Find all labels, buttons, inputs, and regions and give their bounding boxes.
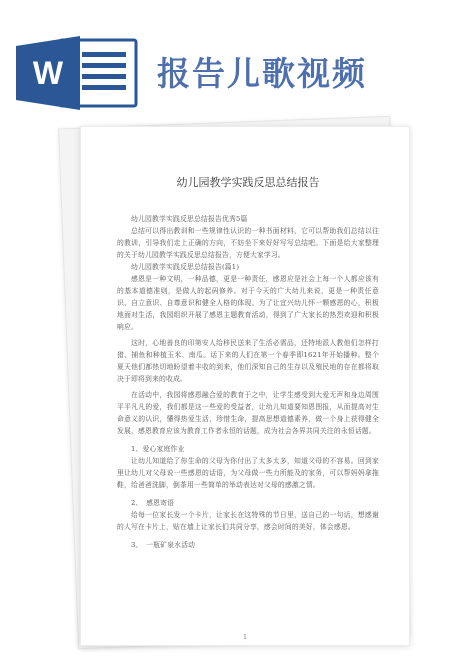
- paragraph-card: 给每一位家长发一个卡片，让家长在这特殊的节日里，送自己的一句话，想感谢的人写在卡片上，贴在墙上让家长们共同分享，感会时间的美好，体会感恩。: [117, 511, 379, 531]
- paragraph-intro-title: 幼儿园教学实践反思总结报告优秀5篇: [131, 215, 248, 223]
- paragraph-section-title: 幼儿园教学实践反思总结报告(篇1): [131, 263, 240, 271]
- paragraph-history: 这时，心地善良的印第安人给移民送来了生活必需品，还特地派人教他们怎样打猎、捕鱼和种植玉米、南瓜。话下来的人们在第一个春季即1621年开始播种。整个夏天他们都热切地盼望着丰收的到来，他们深知自己的生存以及殖民地的存在都将取决于即将到来的收成。: [117, 339, 379, 383]
- list-item-heading-1: 1、爱心家庭作业: [131, 445, 185, 453]
- page-heading: 报告儿歌视频: [157, 54, 367, 93]
- document-title: 幼儿园教学实践反思总结报告: [176, 176, 320, 189]
- document-page: [80, 126, 410, 646]
- list-item-heading-2: 2、 感恩寄语: [131, 499, 175, 507]
- list-item-heading-3: 3、 一瓶矿泉水活动: [131, 541, 196, 549]
- page-number: 1: [243, 634, 247, 641]
- paragraph-activity: 在活动中，我园将感恩融合爱的教育于之中，让学生感受到大爱无声和身边周围平平凡凡的爱，我们都是这一些爱的受益者，让幼儿知道要知恩图报，从而提高对生命意义的认识，懂得热爱生活，珍惜生命，提高思想道德素养，做一个身上获得健全发展，感恩教育应该为教育工作者永恒的话题，成为社会各界共同关注的永恒话题。: [117, 391, 379, 435]
- paragraph-gratitude: 感恩是一种文明，一种品德，更是一种责任，感恩应是社会上每一个人都应该有的基本道德准则，是做人的起码修养。对于今天的广大幼儿来说，更是一种责任意识、自立意识、自尊意识和健全人格的体现。为了让宜兴幼儿怀一颗感恩的心，积极地面对生活，我园组织开展了感恩主题教育活动，得到了广大家长的热烈欢迎和积极响应。: [117, 275, 379, 331]
- word-document-icon: [14, 36, 140, 110]
- paragraph-homework: 让幼儿知道给了你生命的父母为你付出了太多太多，知道父母的不容易。回到家里让幼儿对父母说一些感恩的话语，为父母做一些力所能及的家务，可以帮妈妈拿拖鞋，给爸爸洗脚，倒茶用一些简单的举动表达对父母的感激之情。: [117, 457, 379, 489]
- paragraph-summary: 总结可以得出教训和一些规律性认识的一种书面材料，它可以帮助我们总结以往的教训，引导我们走上正确的方向，不妨坐下来好好写写总结吧。下面是给大家整理的关于幼儿园教学实践反思总结报告，方便大家学习。: [117, 227, 379, 259]
- word-icon-letter: W: [32, 55, 64, 91]
